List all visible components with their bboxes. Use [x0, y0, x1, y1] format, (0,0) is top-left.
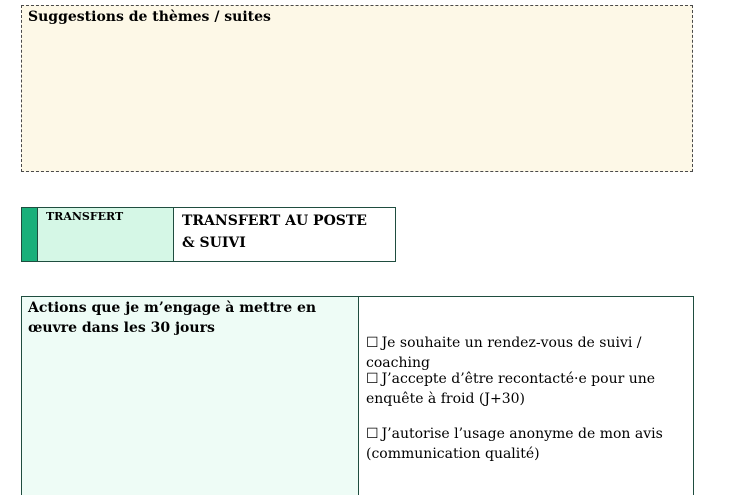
- section-tag-cell: [38, 208, 174, 261]
- actions-table: [21, 296, 694, 495]
- checkbox-icon[interactable]: ☐: [366, 371, 379, 387]
- suggestions-box[interactable]: [21, 5, 693, 172]
- section-title-cell: [174, 208, 395, 261]
- suggestions-title: Suggestions de thèmes / suites: [28, 9, 271, 25]
- follow-up-options: [359, 297, 693, 495]
- section-title: TRANSFERT AU POSTE & SUIVI: [182, 213, 367, 251]
- option-label: J’accepte d’être recontacté·e pour une enquête à froid (J+30): [366, 371, 656, 407]
- option-anonymous-use[interactable]: [366, 424, 686, 464]
- actions-label: Actions que je m’engage à mettre en œuvre dans les 30 jours: [28, 300, 317, 336]
- checkbox-icon[interactable]: ☐: [366, 335, 379, 351]
- actions-input-area[interactable]: [22, 297, 359, 495]
- option-label: J’autorise l’usage anonyme de mon avis (communication qualité): [366, 426, 663, 462]
- option-label: Je souhaite un rendez-vous de suivi / coaching: [366, 335, 642, 371]
- section-tag: TRANSFERT: [46, 210, 124, 223]
- option-survey[interactable]: [366, 369, 686, 409]
- checkbox-icon[interactable]: ☐: [366, 426, 379, 442]
- option-coaching[interactable]: [366, 333, 686, 373]
- transfert-section-header: [21, 207, 396, 262]
- section-accent-bar: [22, 208, 38, 261]
